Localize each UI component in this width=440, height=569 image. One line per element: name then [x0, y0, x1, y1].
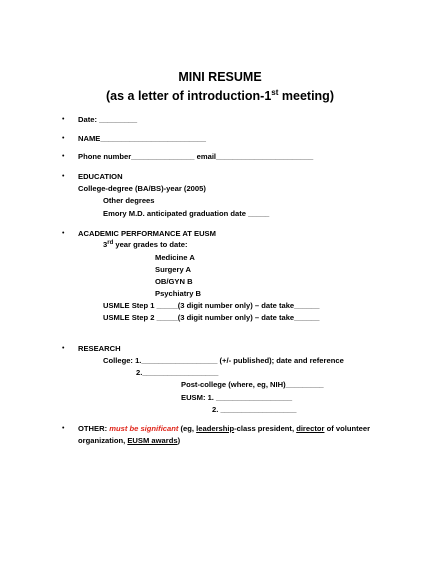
grades-line: 3rd year grades to date: — [103, 240, 188, 249]
bullet: • — [62, 153, 65, 160]
research-college-2: 2.__________________ — [136, 368, 219, 377]
grade-medicine: Medicine A — [155, 253, 195, 262]
bullet: • — [62, 345, 65, 352]
page-title: MINI RESUME — [178, 70, 262, 84]
bullet: • — [62, 425, 65, 432]
bullet: • — [62, 173, 65, 180]
phone-email-line: Phone number_______________ email_______________________ — [78, 152, 314, 161]
eusm-research-2: 2. __________________ — [212, 405, 297, 414]
grade-obgyn: OB/GYN B — [155, 277, 193, 286]
college-degree-line: College-degree (BA/BS)-year (2005) — [78, 184, 206, 193]
research-heading: RESEARCH — [78, 344, 121, 353]
grade-psychiatry: Psychiatry B — [155, 289, 202, 298]
other-line-2: organization, EUSM awards) — [78, 436, 181, 445]
name-line: NAME_________________________ — [78, 134, 206, 143]
other-degrees-line: Other degrees — [103, 196, 155, 205]
research-college-1: College: 1.__________________ (+/- published); date and reference — [103, 356, 344, 365]
bullet: • — [62, 135, 65, 142]
graduation-date-line: Emory M.D. anticipated graduation date _____ — [103, 209, 270, 218]
bullet: • — [62, 116, 65, 123]
grade-surgery: Surgery A — [155, 265, 192, 274]
usmle-step1-line: USMLE Step 1 _____(3 digit number only) – date take______ — [103, 301, 320, 310]
academic-heading: ACADEMIC PERFORMANCE AT EUSM — [78, 229, 216, 238]
usmle-step2-line: USMLE Step 2 _____(3 digit number only) – date take______ — [103, 313, 320, 322]
post-college-line: Post-college (where, eg, NIH)_________ — [181, 380, 324, 389]
eusm-research-1: EUSM: 1. __________________ — [181, 393, 293, 402]
page-subtitle: (as a letter of introduction-1st meeting) — [106, 88, 334, 103]
bullet: • — [62, 230, 65, 237]
date-line: Date: _________ — [78, 115, 138, 124]
must-be-significant-note: must be significant — [109, 424, 179, 433]
other-line: OTHER: must be significant (eg, leadership-class president, director of volunteer — [78, 424, 371, 433]
education-heading: EDUCATION — [78, 172, 123, 181]
